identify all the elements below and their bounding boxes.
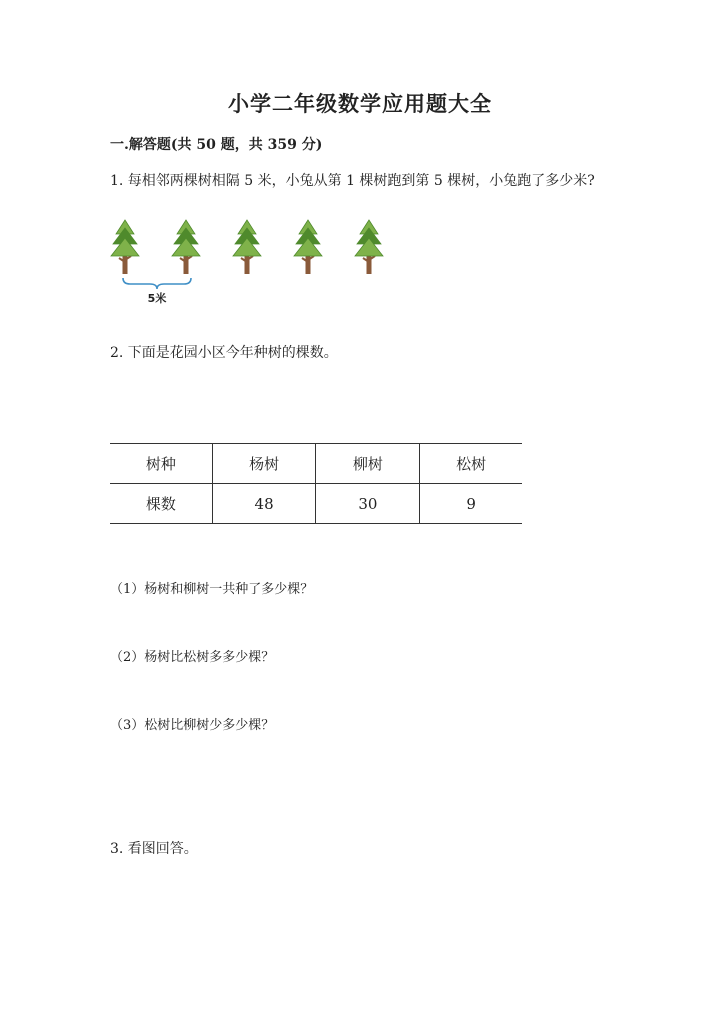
tree-icon — [355, 220, 383, 274]
section-heading: 一.解答题(共 50 题，共 359 分) — [110, 137, 323, 153]
table-header-cell: 松树 — [420, 444, 522, 484]
table-header-cell: 柳树 — [316, 444, 420, 484]
distance-brace — [123, 278, 191, 289]
table-row — [110, 484, 522, 524]
table-cell: 30 — [316, 484, 420, 524]
subquestion-1: （1）杨树和柳树一共种了多少棵？ — [110, 582, 314, 597]
page-title: 小学二年级数学应用题大全 — [228, 91, 492, 116]
table-header-cell: 树种 — [110, 444, 212, 484]
question-2-text: 2. 下面是花园小区今年种树的棵数。 — [110, 345, 338, 361]
table-cell: 9 — [420, 484, 522, 524]
distance-label: 5米 — [147, 292, 167, 305]
tree-icon — [172, 220, 200, 274]
tree-icon — [111, 220, 139, 274]
tree-count-table — [110, 443, 522, 524]
subquestion-3: （3）松树比柳树少多少棵？ — [110, 718, 275, 733]
question-1-text: 1. 每相邻两棵树相隔 5 米，小兔从第 1 棵树跑到第 5 棵树，小兔跑了多少米? — [110, 173, 595, 189]
tree-icon — [233, 220, 261, 274]
question-3-text: 3. 看图回答。 — [110, 841, 198, 857]
table-header-row — [110, 444, 522, 484]
table-header-cell: 杨树 — [212, 444, 316, 484]
table-cell: 48 — [212, 484, 316, 524]
tree-figure — [108, 218, 398, 308]
table-cell: 棵数 — [110, 484, 212, 524]
subquestion-2: （2）杨树比松树多多少棵？ — [110, 650, 275, 665]
tree-icon — [294, 220, 322, 274]
